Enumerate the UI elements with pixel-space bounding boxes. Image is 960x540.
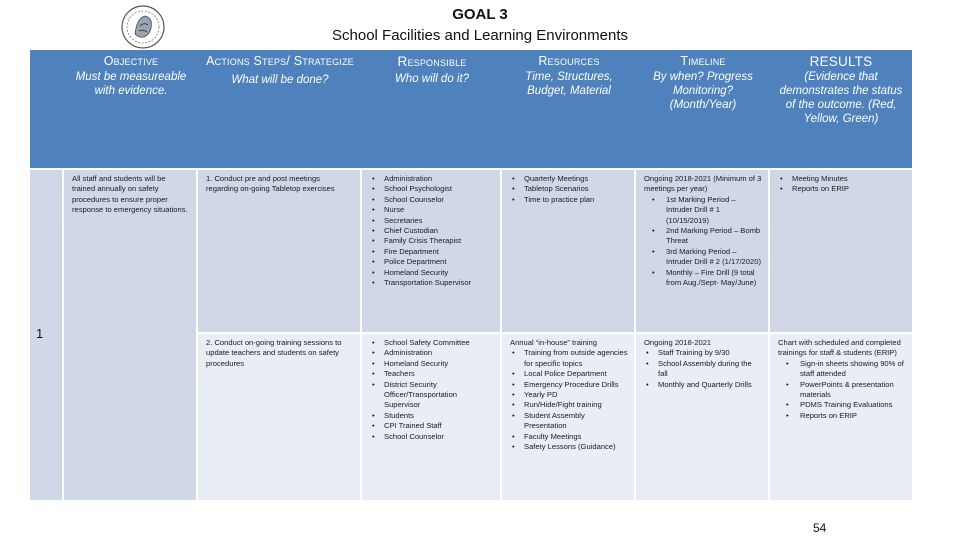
list-item: • District Security Officer/Transportation Supervisor	[370, 380, 494, 411]
list-item: • CPI Trained Staff	[370, 421, 494, 431]
list-item: • School Counselor	[370, 195, 494, 205]
list-item: • Monthly – Fire Drill (9 total from Aug./Sept- May/June)	[650, 268, 762, 289]
list-item: • School Counselor	[370, 432, 494, 442]
objective-cell	[64, 170, 196, 500]
action-cell-1	[198, 170, 360, 332]
column-subheading: (Evidence that demonstrates the status of the outcome. (Red, Yellow, Green)	[779, 71, 903, 125]
column-subheading: Who will do it?	[394, 73, 470, 85]
list-item: • Transportation Supervisor	[370, 278, 494, 288]
results-cell-1	[770, 170, 912, 332]
list-item: • Local Police Department	[510, 369, 628, 379]
resources-cell-2	[502, 334, 634, 500]
list-item: • Sign-in sheets showing 90% of staff attended	[784, 359, 906, 380]
list-item: • Monthly and Quarterly Drills	[644, 380, 762, 390]
list-item: • Quarterly Meetings	[510, 174, 628, 184]
list-item: • Tabletop Scenarios	[510, 184, 628, 194]
list-item: • 2nd Marking Period – Bomb Threat	[650, 226, 762, 247]
list-item: • Homeland Security	[370, 359, 494, 369]
row-number: 1	[36, 326, 44, 341]
list-item: • Reports on ERIP	[784, 411, 906, 421]
responsible-cell-2	[362, 334, 500, 500]
list-item: • Training from outside agencies for specific topics	[510, 348, 628, 369]
list-item: • 3rd Marking Period –Intruder Drill # 2 (1/17/2020)	[650, 247, 762, 268]
list-item: • Safety Lessons (Guidance)	[510, 442, 628, 452]
list-item: • PDMS Training Evaluations	[784, 400, 906, 410]
list-item: • Faculty Meetings	[510, 432, 628, 442]
column-heading: Resources	[538, 54, 600, 68]
action-cell-2	[198, 334, 360, 500]
responsible-cell-1	[362, 170, 500, 332]
column-header-responsible	[362, 50, 502, 168]
list-item: • Teachers	[370, 369, 494, 379]
list-item: • Students	[370, 411, 494, 421]
column-header-objective	[64, 50, 198, 168]
goal-table	[30, 50, 912, 500]
list-item: • Staff Training by 9/30	[644, 348, 762, 358]
list-item: • Secretaries	[370, 216, 494, 226]
page-title: GOAL 3	[452, 6, 508, 23]
list-item: • Run/Hide/Fight training	[510, 400, 628, 410]
column-heading: Actions Steps/ Strategize	[206, 54, 354, 68]
timeline-intro: Ongoing 2018-2021	[644, 338, 712, 347]
page-number: 54	[813, 521, 827, 535]
column-heading: RESULTS	[809, 54, 873, 69]
timeline-intro: Ongoing 2018-2021 (Minimum of 3 meetings per year)	[644, 174, 762, 194]
objective-text: All staff and students will be trained annually on safety procedures to ensure proper response to emergency situations.	[72, 174, 188, 215]
action-text: 1. Conduct pre and post meetings regarding on-going Tabletop exercises	[206, 174, 335, 194]
column-subheading: Must be measureable with evidence.	[75, 71, 187, 97]
column-header-resources	[502, 50, 636, 168]
list-item: • Yearly PD	[510, 390, 628, 400]
list-item: • Homeland Security	[370, 268, 494, 278]
column-header-results	[770, 50, 912, 168]
list-item: • Nurse	[370, 205, 494, 215]
column-subheading: Time, Structures, Budget, Material	[525, 71, 613, 97]
list-item: • Administration	[370, 174, 494, 184]
list-item: • School Safety Committee	[370, 338, 494, 348]
list-item: • Family Crisis Therapist	[370, 236, 494, 246]
timeline-cell-1	[636, 170, 768, 332]
column-header-timeline	[636, 50, 770, 168]
list-item: • Time to practice plan	[510, 195, 628, 205]
timeline-cell-2	[636, 334, 768, 500]
list-item: • Fire Department	[370, 247, 494, 257]
results-cell-2	[770, 334, 912, 500]
column-subheading: By when? Progress Monitoring? (Month/Year)	[653, 71, 753, 111]
list-item: • Chief Custodian	[370, 226, 494, 236]
list-item: • Meeting Minutes	[778, 174, 906, 184]
list-item: • Reports on ERIP	[778, 184, 906, 194]
list-item: • 1st Marking Period – Intruder Drill # 1 (10/15/2019)	[650, 195, 762, 226]
column-subheading: What will be done?	[231, 74, 329, 86]
resources-intro: Annual “in-house” training	[510, 338, 597, 347]
column-header-actions	[198, 50, 362, 168]
results-intro: Chart with scheduled and completed trainings for staff & students (ERIP)	[778, 338, 901, 358]
column-heading: Objective	[103, 54, 159, 68]
column-heading: Responsible	[397, 54, 467, 69]
header-corner-cell	[30, 50, 64, 168]
resources-cell-1	[502, 170, 634, 332]
list-item: • School Assembly during the fall	[644, 359, 762, 380]
list-item: • School Psychologist	[370, 184, 494, 194]
list-item: • Student Assembly Presentation	[510, 411, 628, 432]
list-item: • Emergency Procedure Drills	[510, 380, 628, 390]
column-heading: Timeline	[680, 54, 726, 68]
row-index-cell	[30, 170, 62, 500]
list-item: • Administration	[370, 348, 494, 358]
page-subtitle: School Facilities and Learning Environments	[332, 27, 628, 44]
list-item: • Police Department	[370, 257, 494, 267]
action-text: 2. Conduct on-going training sessions to update teachers and students on safety procedures	[206, 338, 342, 368]
list-item: • PowerPoints & presentation materials	[784, 380, 906, 401]
